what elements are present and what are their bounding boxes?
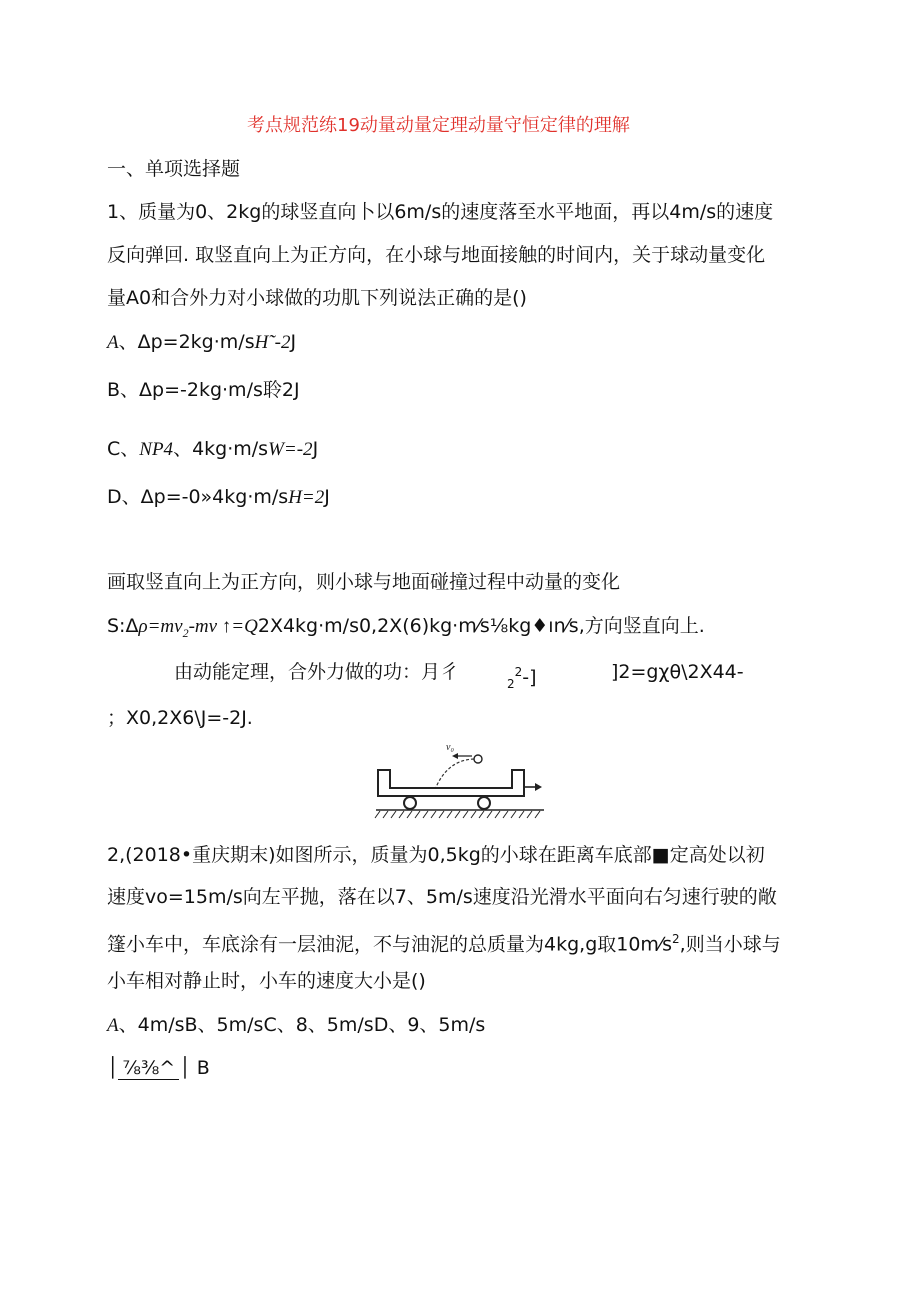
solution-line3-tail: ]2=gχθ\2X44- — [611, 661, 744, 683]
solution-line2-formula2: -mv ↑=Q — [188, 616, 258, 637]
solution-line2-sub: 2 — [182, 625, 189, 640]
option-c-italic: NP4 — [139, 439, 174, 460]
option-d-tail: H=2 — [288, 487, 325, 508]
solution-line2-formula: ρ=mv — [138, 616, 183, 637]
option-a-label: A — [107, 332, 119, 353]
answer-box: ⅞⅜^ — [118, 1057, 179, 1080]
cart-diagram — [374, 740, 550, 824]
solution-line2-head: S:Δ — [107, 615, 139, 637]
page-title: 考点规范练19动量动量定理动量守恒定律的理解 — [247, 115, 630, 136]
section-heading: 一、单项选择题 — [107, 158, 241, 180]
cart-wheel-right — [478, 797, 490, 809]
q2-line3-tail: ,则当小球与 — [679, 933, 781, 956]
answer-box-right-bar: │ — [179, 1057, 191, 1079]
option-c-head: C、 — [107, 438, 140, 460]
cart-body — [378, 770, 524, 796]
q1-option-b: B、Δp=-2kg·m/s聆2J — [107, 379, 300, 401]
velocity-label: v₀ — [446, 742, 454, 753]
option-d-head: D、Δp=-0»4kg·m/s — [107, 486, 289, 508]
solution-line3-head: 由动能定理，合外力做的功：月彳 — [174, 661, 460, 683]
option-a-text: 、Δp=2kg·m/s — [118, 331, 255, 353]
q2-stem-line1: 2,(2018•重庆期末)如图所示，质量为0,5kg的小球在距离车底部■定高处以初 — [107, 844, 765, 866]
solution-line3-mid-text: -] — [522, 666, 537, 689]
option-a-tail: H˜-2 — [254, 332, 291, 353]
q1-option-a — [107, 330, 296, 355]
q1-stem-line3: 量A0和合外力对小球做的功肌下列说法正确的是() — [107, 287, 527, 309]
ball-velocity-arrowhead — [452, 753, 458, 759]
q1-option-d — [107, 485, 330, 510]
solution-line2 — [107, 614, 705, 645]
option-a-end: J — [290, 331, 297, 353]
q2-options-label: A — [107, 1015, 119, 1036]
q2-stem-line2: 速度vo=15m/s向左平抛，落在以7、5m/s速度沿光滑水平面向右匀速行驶的敞 — [107, 886, 777, 908]
q2-stem-line4: 小车相对静止时，小车的速度大小是() — [107, 970, 426, 992]
answer-box-left-bar: │ — [107, 1057, 119, 1079]
solution-line3-sup: 2 — [514, 665, 523, 679]
ground-hatching — [375, 811, 540, 818]
cart-velocity-arrowhead — [535, 783, 542, 791]
q2-line3-sup: 2 — [672, 932, 680, 946]
q1-stem-line2: 反向弹回. 取竖直向上为正方向，在小球与地面接触的时间内，关于球动量变化 — [107, 244, 766, 266]
option-c-mid: 、4kg·m/s — [173, 438, 269, 460]
q1-option-c — [107, 437, 318, 462]
q2-options-text: 、4m/sB、5m/sC、8、5m/sD、9、5m/s — [118, 1014, 486, 1036]
option-d-end: J — [324, 486, 330, 508]
solution-line2-rest: 2X4kg·m/s0,2X(6)kg·m⁄s⅛kg♦ın⁄s,方向竖直向上. — [257, 615, 705, 637]
ball — [474, 755, 482, 763]
solution-line3-mid — [507, 660, 537, 696]
option-c-end: J — [312, 438, 319, 460]
q2-answer — [107, 1056, 210, 1080]
solution-line1: 画取竖直向上为正方向，则小球与地面碰撞过程中动量的变化 — [107, 571, 621, 593]
cart-wheel-left — [404, 797, 416, 809]
q2-stem-line3 — [107, 927, 781, 956]
q2-line3-head: 篷小车中，车底涂有一层油泥，不与油泥的总质量为4kg,g取10m⁄s — [107, 933, 673, 956]
q2-options — [107, 1013, 485, 1038]
option-c-tail: W=-2 — [268, 439, 313, 460]
solution-line3-sub: 2 — [507, 677, 515, 692]
solution-line4: ；X0,2X6\J=-2J. — [107, 707, 253, 729]
q1-stem-line1: 1、质量为0、2kg的球竖直向卜以6m/s的速度落至水平地面，再以4m/s的速度 — [107, 201, 774, 223]
answer-value: B — [196, 1057, 210, 1079]
